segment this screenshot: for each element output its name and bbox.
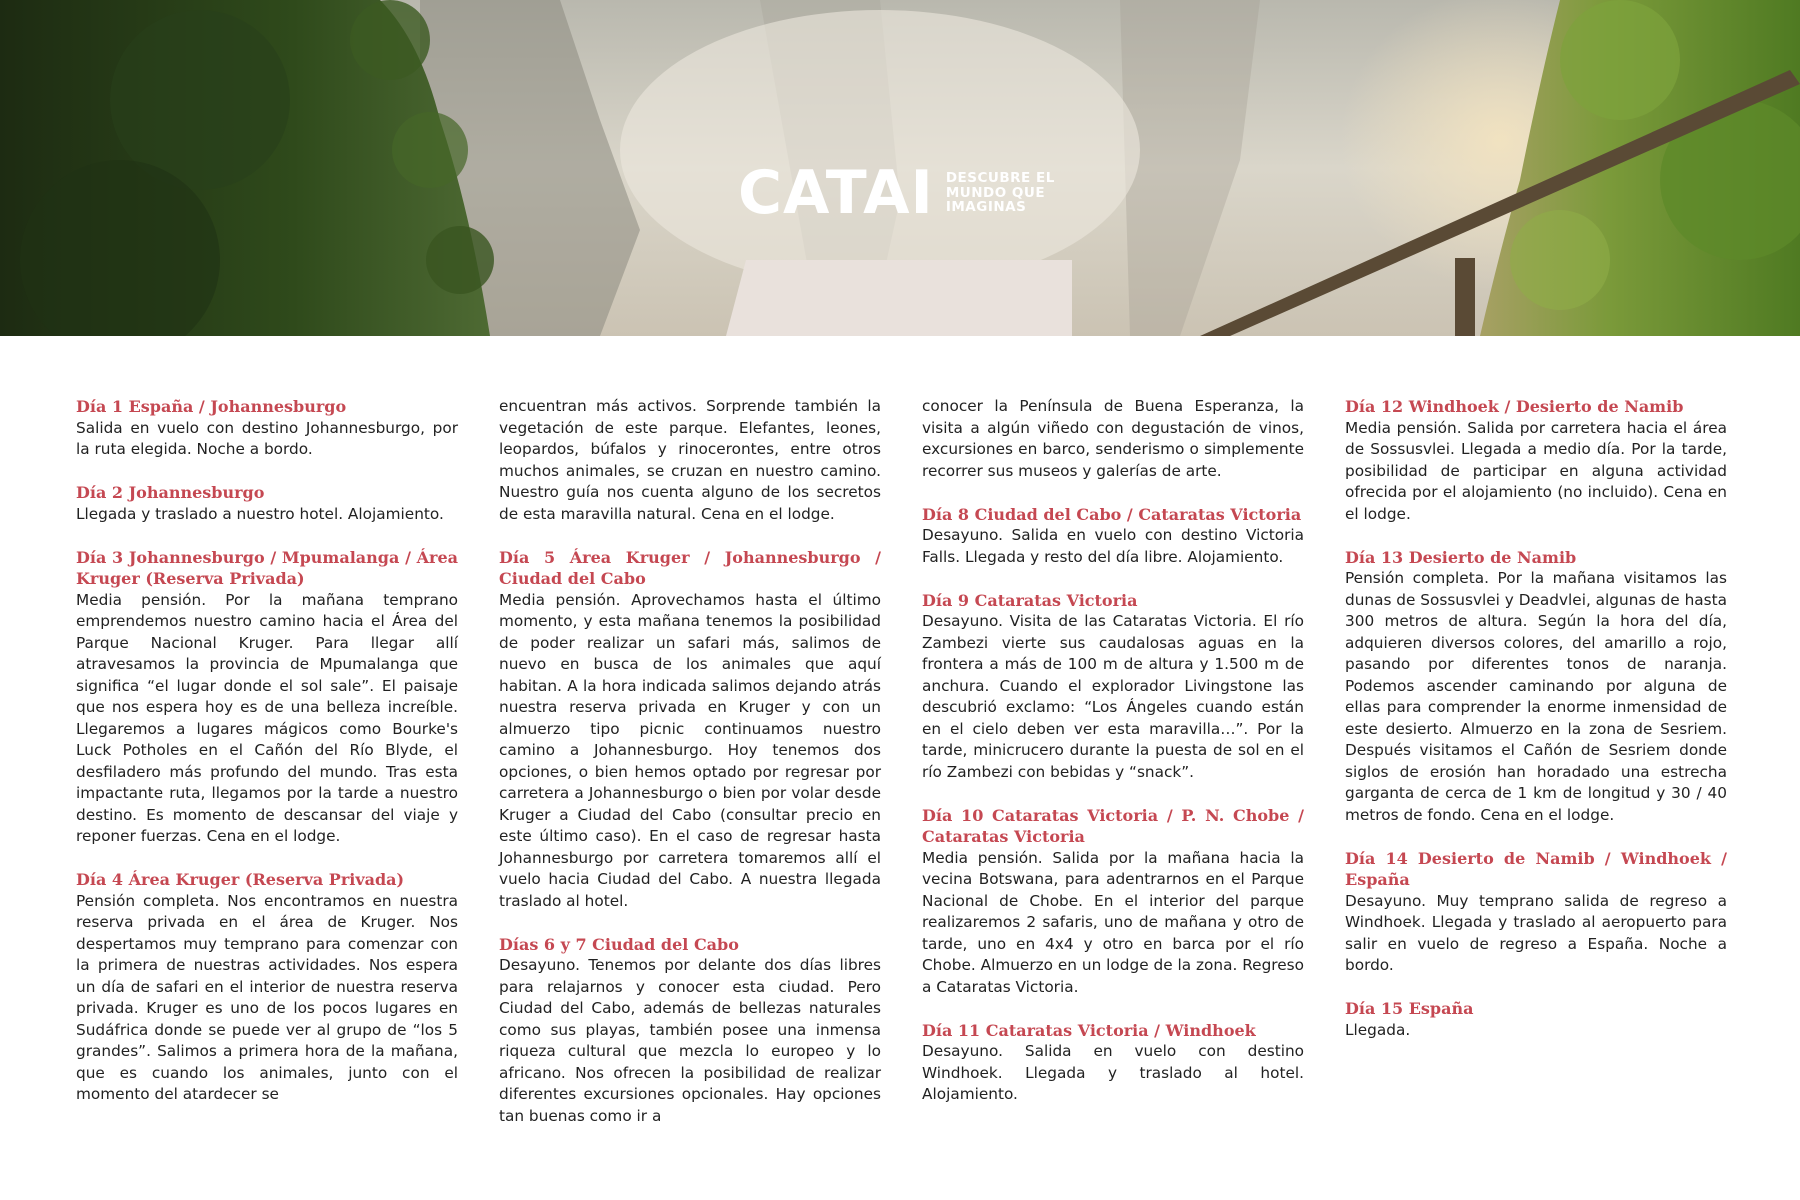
day-description: Pensión completa. Nos encontramos en nuestra reserva privada en el área de Kruger. Nos despertamos muy temprano para comenzar con la primera de nuestras actividades. Nos espera un día de safari en el interior de nuestra reserva privada. Kruger es uno de los pocos lugares en Sudáfrica donde se puede ver al grupo de “los 5 grandes”. Salimos a primera hora de la mañana, que es cuando los animales, junto con el momento del atardecer se (76, 891, 458, 1103)
day-description: Pensión completa. Por la mañana visitamos las dunas de Sossusvlei y Deadvlei, algunas de hasta 300 metros de altura. Según la hora del día, adquieren diversos colores, del amarillo a rojo, pasando por diferentes tonos de naranja. Podemos ascender caminando por alguna de ellas para comprender la enorme inmensidad de este desierto. Almuerzo en la zona de Sesriem. Después visitamos el Cañón de Sesriem donde siglos de erosión han horadado una estrecha garganta de cerca de 1 km de longitud y 30 / 40 metros de fondo. Cena en el lodge. (1345, 569, 1727, 824)
day-title: Día 15 España (1345, 999, 1474, 1018)
day-title: Día 12 Windhoek / Desierto de Namib (1345, 397, 1684, 416)
day-title: Día 4 Área Kruger (Reserva Privada) (76, 870, 405, 889)
day-description: Desayuno. Muy temprano salida de regreso a Windhoek. Llegada y traslado al aeropuerto para salir en vuelo de regreso a España. Noche a bordo. (1345, 891, 1727, 974)
day-title: Día 10 Cataratas Victoria / P. N. Chobe / Cataratas Victoria (922, 805, 1304, 846)
day-entry (76, 869, 458, 1106)
continued-description: conocer la Península de Buena Esperanza, la visita a algún viñedo con degustación de vinos, excursiones en barco, senderismo o simplemente recorrer sus museos y galerías de arte. (922, 397, 1304, 480)
day-entry (499, 547, 881, 913)
day-description: Desayuno. Tenemos por delante dos días libres para relajarnos y conocer esta ciudad. Pero Ciudad del Cabo, además de bellezas naturales como sus playas, también posee una inmensa riqueza cultural que mezcla lo europeo y lo africano. Nos ofrecen la posibilidad de realizar diferentes excursiones opcionales. Hay opciones tan buenas como ir a (499, 956, 881, 1125)
day-title: Días 6 y 7 Ciudad del Cabo (499, 934, 739, 954)
itinerary-column-2 (499, 396, 881, 1149)
day-description: Media pensión. Salida por carretera hacia el área de Sossusvlei. Llegada a medio día. Por la tarde, posibilidad de participar en alguna actividad ofrecida por el alojamiento (no incluido). Cena en el lodge. (1345, 418, 1727, 523)
day-entry (76, 547, 458, 848)
itinerary (0, 396, 1800, 1156)
day-title: Día 14 Desierto de Namib / Windhoek / España (1345, 848, 1727, 889)
day-description: Salida en vuelo con destino Johannesburgo, por la ruta elegida. Noche a bordo. (76, 418, 458, 458)
brand-name: CATAI (738, 158, 934, 228)
day-entry (1345, 547, 1727, 827)
day-entry (922, 1020, 1304, 1106)
day-description: Media pensión. Aprovechamos hasta el último momento, y esta mañana tenemos la posibilidad de poder realizar un safari más, salimos de nuevo en busca de los animales que aquí habitan. A la hora indicada salimos dejando atrás nuestra reserva privada en Kruger y con un almuerzo tipo picnic continuamos nuestro camino a Johannesburgo. Hoy tenemos dos opciones, o bien hemos optado por regresar por carretera a Johannesburgo o bien por volar desde Kruger a Ciudad del Cabo (consultar precio en este último caso). En el caso de regresar hasta Johannesburgo por carretera tomaremos allí el vuelo hacia Ciudad del Cabo. A nuestra llegada traslado al hotel. (499, 590, 881, 910)
day-entry (1345, 396, 1727, 525)
day-title: Día 2 Johannesburgo (76, 483, 265, 502)
continued-text (499, 396, 881, 525)
day-title: Día 5 Área Kruger / Johannesburgo / Ciudad del Cabo (499, 547, 881, 588)
day-entry (1345, 998, 1727, 1041)
day-title: Día 1 España / Johannesburgo (76, 397, 347, 416)
day-entry (922, 805, 1304, 999)
day-title: Día 11 Cataratas Victoria / Windhoek (922, 1020, 1256, 1040)
itinerary-column-4 (1345, 396, 1727, 1063)
day-description: Desayuno. Salida en vuelo con destino Victoria Falls. Llegada y resto del día libre. Alojamiento. (922, 526, 1304, 566)
brand-tagline: DESCUBRE EL MUNDO QUE IMAGINAS (945, 170, 1055, 216)
day-title: Día 3 Johannesburgo / Mpumalanga / Área Kruger (Reserva Privada) (76, 547, 458, 588)
continued-text (922, 396, 1304, 482)
day-title: Día 9 Cataratas Victoria (922, 590, 1138, 610)
day-entry (76, 482, 458, 525)
day-entry (76, 396, 458, 461)
brand-logo (738, 160, 1076, 226)
decorative-tab (726, 260, 1072, 336)
day-entry (922, 590, 1304, 784)
itinerary-column-3 (922, 396, 1304, 1127)
day-description: Desayuno. Salida en vuelo con destino Windhoek. Llegada y traslado al hotel. Alojamiento. (922, 1042, 1304, 1103)
day-title: Día 13 Desierto de Namib (1345, 547, 1577, 567)
day-description: Media pensión. Por la mañana temprano emprendemos nuestro camino hacia el Área del Parque Nacional Kruger. Para llegar allí atravesamos la provincia de Mpumalanga que significa “el lugar donde el sol sale”. El paisaje que nos espera hoy es de una belleza increíble. Llegaremos a lugares mágicos como Bourke's Luck Potholes en el Cañón del Río Blyde, el desfiladero más profundo del mundo. Tras esta impactante ruta, llegamos por la tarde a nuestro destino. Es momento de descansar del viaje y reponer fuerzas. Cena en el lodge. (76, 590, 458, 845)
day-entry (499, 934, 881, 1128)
hero-banner (0, 0, 1800, 336)
day-entry (922, 504, 1304, 569)
day-title: Día 8 Ciudad del Cabo / Cataratas Victoria (922, 504, 1302, 524)
itinerary-column-1 (76, 396, 458, 1127)
day-description: Desayuno. Visita de las Cataratas Victoria. El río Zambezi vierte sus caudalosas aguas en la frontera a más de 100 m de altura y 1.500 m de anchura. Cuando el explorador Livingstone las descubrió exclamo: “Los Ángeles cuando están en el cielo deben ver esta maravilla…”. Por la tarde, minicrucero durante la puesta de sol en el río Zambezi con bebidas y “snack”. (922, 612, 1304, 781)
continued-description: encuentran más activos. Sorprende también la vegetación de este parque. Elefantes, leones, leopardos, búfalos y rinocerontes, entre otros muchos animales, se cruzan en nuestro camino. Nuestro guía nos cuenta alguno de los secretos de esta maravilla natural. Cena en el lodge. (499, 397, 881, 523)
day-description: Media pensión. Salida por la mañana hacia la vecina Botswana, para adentrarnos en el Parque Nacional de Chobe. En el interior del parque realizaremos 2 safaris, uno de mañana y otro de tarde, uno en 4x4 y otro en barca por el río Chobe. Almuerzo en un lodge de la zona. Regreso a Cataratas Victoria. (922, 848, 1304, 996)
day-entry (1345, 848, 1727, 977)
day-description: Llegada. (1345, 1020, 1411, 1039)
day-description: Llegada y traslado a nuestro hotel. Alojamiento. (76, 504, 444, 523)
